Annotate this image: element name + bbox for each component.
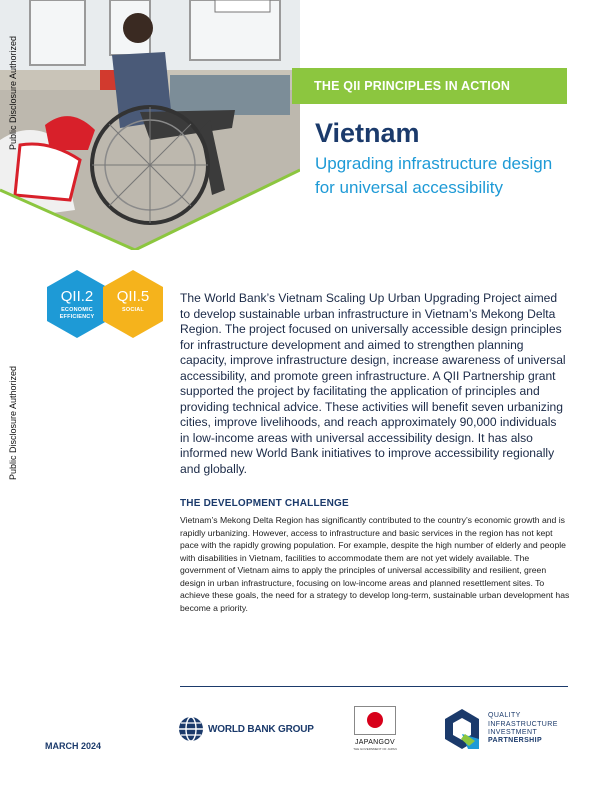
badge-code: QII.2 (60, 288, 94, 305)
disclosure-label-top: Public Disclosure Authorized (8, 35, 18, 150)
page-subtitle: Upgrading infrastructure design for universal accessibility (315, 154, 553, 197)
japan-gov-logo (350, 706, 400, 751)
section-heading: THE DEVELOPMENT CHALLENGE (180, 498, 349, 509)
challenge-paragraph: Vietnam’s Mekong Delta Region has significantly contributed to the country’s economic growth and is rapidly urbanizing. However, access to infrastructure and basic services in the region has not kept pace with the rapidly growing population. For example, despite the high number of elderly and people with disabilities in Vietnam, facilities to accommodate them are not yet widely available. The government of Vietnam aims to apply the principles of universal accessibility and resilient, green design in urban infrastructure, focusing on low-income areas and planned resettlement sites. To achieve these goals, the need for a strategy to develop long-term, sustainable urban development has become a priority. (180, 515, 570, 613)
intro-paragraph: The World Bank’s Vietnam Scaling Up Urban Upgrading Project aimed to develop sustainable urban infrastructure in Vietnam’s Mekong Delta Region. The project focused on universally accessible design principles for infrastructure development and aimed to strengthen planning capacity, improve infrastructure design, increase awareness of universal accessibility, and promote green infrastructure. A QII Partnership grant supported the project by facilitating the application of principles and providing technical advice. These activities will benefit seven urbanizing cities, improve livelihoods, and reach approximately 90,000 individuals in low-income areas with universal accessibility design. It has also informed new World Bank initiatives to improve accessibility regionally and globally. (180, 291, 566, 476)
badge-qii2 (47, 270, 107, 338)
qii-line2: INFRASTRUCTURE (488, 720, 558, 728)
japan-gov-text: JAPANGOV (354, 739, 395, 746)
page-title: Vietnam (315, 118, 420, 148)
footer-divider (180, 686, 568, 687)
badge-label-line1: SOCIAL (122, 307, 144, 313)
world-bank-logo (178, 716, 314, 742)
qii-line4: PARTNERSHIP (488, 737, 543, 745)
badge-code: QII.5 (116, 288, 150, 305)
qii-line3: INVESTMENT (488, 729, 538, 736)
badge-label-line2: EFFICIENCY (59, 314, 95, 320)
badge-qii5 (103, 270, 163, 338)
world-bank-text: WORLD BANK GROUP (208, 723, 314, 735)
disclosure-label-middle: Public Disclosure Authorized (8, 365, 18, 480)
cover-photo (0, 0, 300, 250)
badge-label-line1: ECONOMIC (61, 307, 93, 313)
qii-partnership-logo (444, 708, 558, 750)
globe-icon (178, 716, 204, 742)
qii-line1: QUALITY (488, 712, 521, 720)
qii-hexagon-icon (444, 708, 480, 750)
japan-gov-subtext: THE GOVERNMENT OF JAPAN (353, 747, 397, 751)
japan-flag-icon (354, 706, 396, 735)
publication-date: MARCH 2024 (45, 741, 102, 751)
section-banner: THE QII PRINCIPLES IN ACTION (292, 68, 567, 104)
